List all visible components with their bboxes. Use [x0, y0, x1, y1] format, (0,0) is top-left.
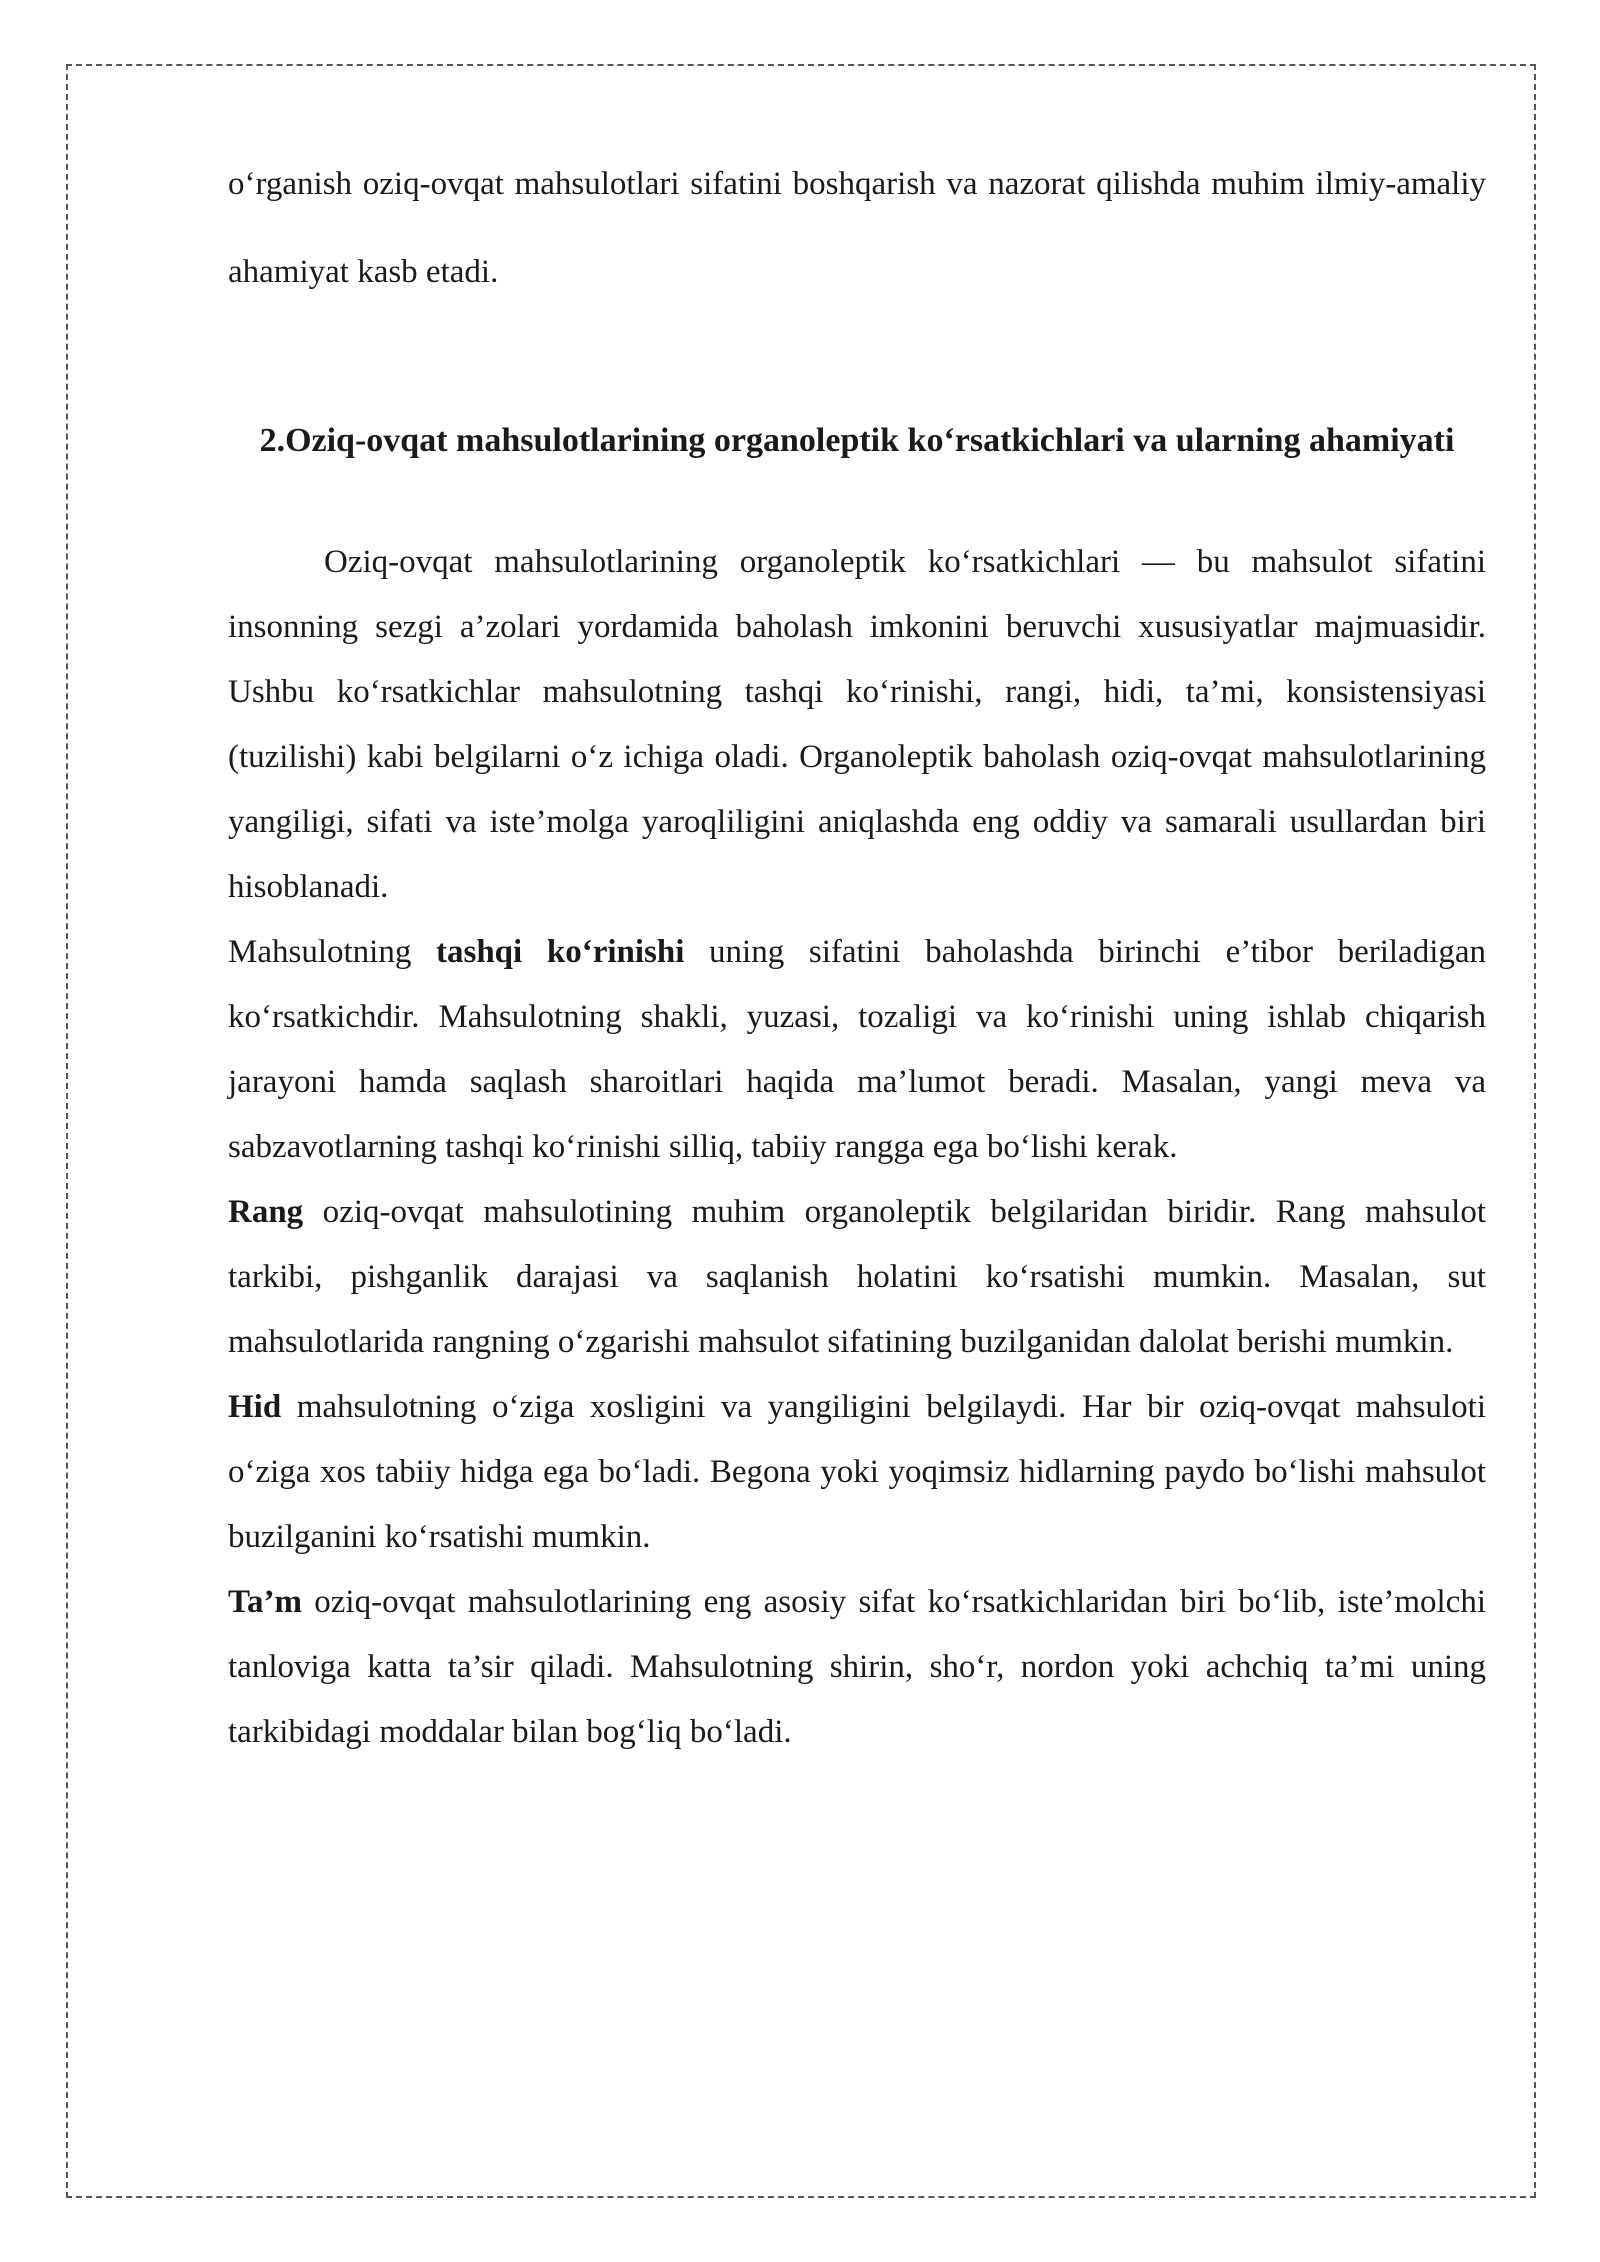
- taste-paragraph: [228, 1570, 1486, 1765]
- document-body: [228, 140, 1486, 1765]
- taste-term: Ta’m: [228, 1584, 302, 1620]
- smell-term: Hid: [228, 1389, 282, 1425]
- intro-continuation-paragraph: o‘rganish oziq-ovqat mahsulotlari sifatini boshqarish va nazorat qilishda muhim ilmiy-amaliy ahamiyat kasb etadi.: [228, 166, 1486, 290]
- smell-paragraph: [228, 1375, 1486, 1570]
- taste-text: oziq-ovqat mahsulotlarining eng asosiy sifat ko‘rsatkichlaridan biri bo‘lib, iste’molchi tanloviga katta ta’sir qiladi. Mahsulotning shirin, sho‘r, nordon yoki achchiq ta’mi uning tarkibidagi moddalar bilan bog‘liq bo‘ladi.: [228, 1584, 1486, 1750]
- organoleptic-definition-paragraph: Oziq-ovqat mahsulotlarining organoleptik ko‘rsatkichlari — bu mahsulot sifatini insonning sezgi a’zolari yordamida baholash imkonini beruvchi xususiyatlar majmuasidir. Ushbu ko‘rsatkichlar mahsulotning tashqi ko‘rinishi, rangi, hidi, ta’mi, konsistensiyasi (tuzilishi) kabi belgilarni o‘z ichiga oladi. Organoleptik baholash oziq-ovqat mahsulotlarining yangiligi, sifati va iste’molga yaroqliligini aniqlashda eng oddiy va samarali usullardan biri hisoblanadi.: [228, 544, 1486, 905]
- smell-text: mahsulotning o‘ziga xosligini va yangiligini belgilaydi. Har bir oziq-ovqat mahsuloti o‘ziga xos tabiiy hidga ega bo‘ladi. Begona yoki yoqimsiz hidlarning paydo bo‘lishi mahsulot buzilganini ko‘rsatishi mumkin.: [228, 1389, 1486, 1555]
- appearance-lead: Mahsulotning: [228, 934, 436, 970]
- appearance-paragraph: [228, 920, 1486, 1180]
- appearance-term: tashqi ko‘rinishi: [436, 934, 685, 970]
- appearance-text: uning sifatini baholashda birinchi e’tibor beriladigan ko‘rsatkichdir. Mahsulotning shakli, yuzasi, tozaligi va ko‘rinishi uning ishlab chiqarish jarayoni hamda saqlash sharoitlari haqida ma’lumot beradi. Masalan, yangi meva va sabzavotlarning tashqi ko‘rinishi silliq, tabiiy rangga ega bo‘lishi kerak.: [228, 934, 1487, 1165]
- color-term: Rang: [228, 1194, 304, 1230]
- color-paragraph: [228, 1180, 1486, 1375]
- color-text: oziq-ovqat mahsulotining muhim organoleptik belgilaridan biridir. Rang mahsulot tarkibi, pishganlik darajasi va saqlanish holatini ko‘rsatishi mumkin. Masalan, sut mahsulotlarida rangning o‘zgarishi mahsulot sifatining buzilganidan dalolat berishi mumkin.: [228, 1194, 1486, 1360]
- section-heading: 2.Oziq-ovqat mahsulotlarining organoleptik ko‘rsatkichlari va ularning ahamiyati: [259, 422, 1455, 459]
